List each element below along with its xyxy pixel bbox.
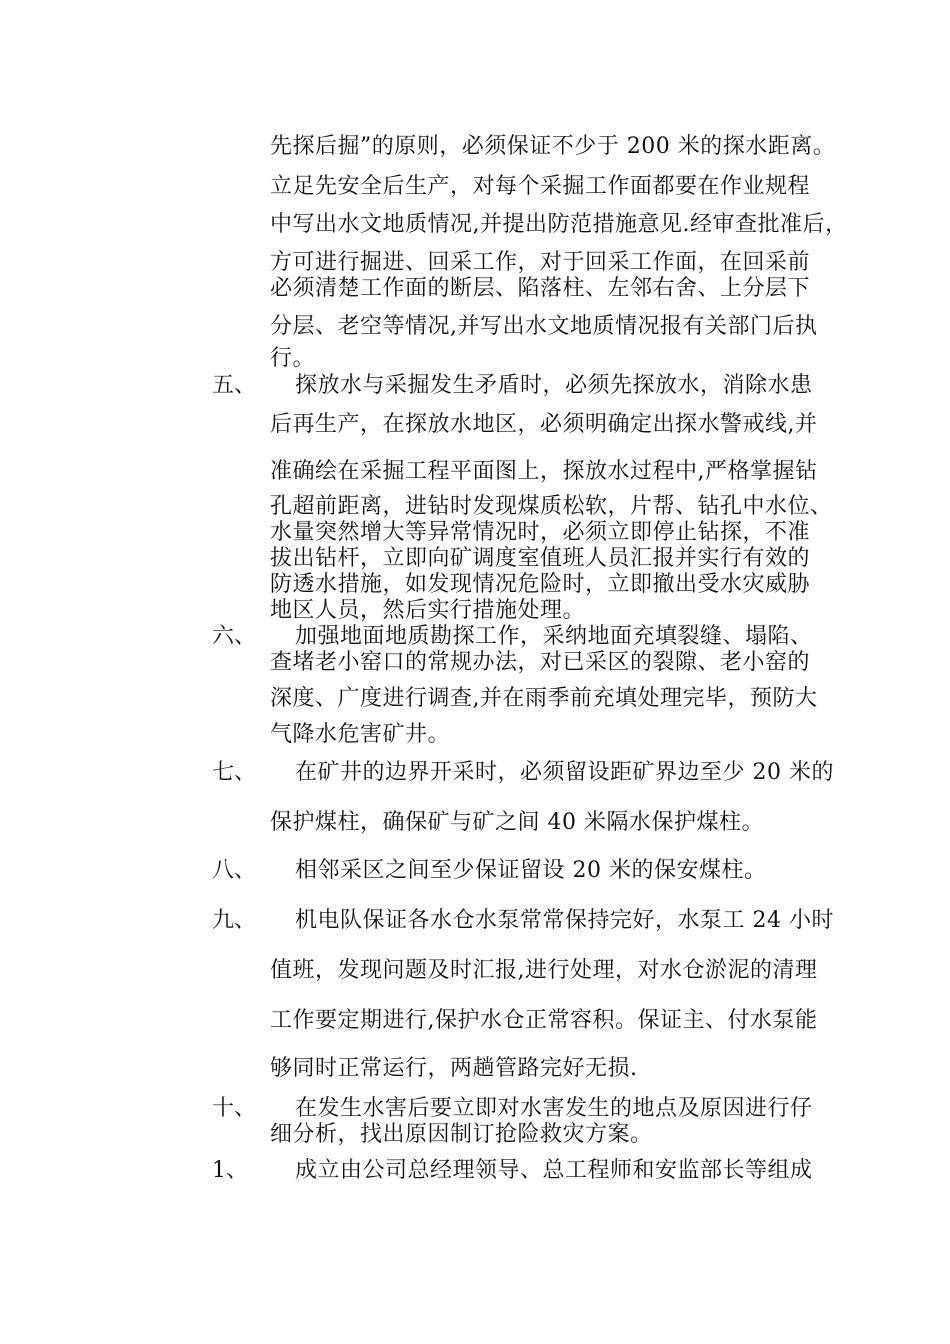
text-line: 准确绘在采掘工程平面图上，探放水过程中,严格掌握钻 (270, 459, 818, 484)
text-line: 必须清楚工作面的断层、陷落柱、左邻右舍、上分层下 (270, 276, 811, 301)
text-line: 成立由公司总经理领导、总工程师和安监部长等组成 (295, 1158, 813, 1183)
text-line: 立足先安全后生产，对每个采掘工作面都要在作业规程 (270, 174, 811, 199)
item-number: 五、 (212, 373, 257, 398)
text-line: 孔超前距离，进钻时发现煤质松软，片帮、钻孔中水位、 (270, 494, 833, 519)
text-line: 分层、老空等情况,并写出水文地质情况报有关部门后执 (270, 314, 818, 339)
text-line: 在矿井的边界开采时，必须留设距矿界边至少 20 米的 (295, 760, 834, 785)
text-line: 地区人员，然后实行措施处理。 (270, 598, 586, 623)
text-line: 水量突然增大等异常情况时，必须立即停止钻探，不准 (270, 520, 811, 545)
item-number: 十、 (212, 1096, 257, 1121)
text-line: 查堵老小窑口的常规办法，对已采区的裂隙、老小窑的 (270, 650, 811, 675)
text-line: 在发生水害后要立即对水害发生的地点及原因进行仔 (295, 1096, 813, 1121)
text-line: 探放水与采掘发生矛盾时，必须先探放水，消除水患 (295, 373, 813, 398)
item-number: 1、 (212, 1158, 248, 1183)
text-line: 保护煤柱，确保矿与矿之间 40 米隔水保护煤柱。 (270, 810, 764, 835)
text-line: 机电队保证各水仓水泵常常保持完好，水泵工 24 小时 (295, 908, 834, 933)
text-line: 细分析，找出原因制订抢险救灾方案。 (270, 1122, 653, 1147)
text-line: 气降水危害矿井。 (270, 722, 451, 747)
text-line: 中写出水文地质情况,并提出防范措施意见.经审查批准后， (270, 212, 848, 237)
text-line: 深度、广度进行调查,并在雨季前充填处理完毕，预防大 (270, 686, 818, 711)
text-line: 够同时正常运行，两趟管路完好无损. (270, 1056, 638, 1081)
text-line: 行。 (270, 346, 316, 371)
text-line: 后再生产，在探放水地区，必须明确定出探水警戒线,并 (270, 412, 818, 437)
text-line: 加强地面地质勘探工作，采纳地面充填裂缝、塌陷、 (295, 624, 813, 649)
text-line: 方可进行掘进、回采工作，对于回采工作面，在回采前 (270, 250, 811, 275)
item-number: 九、 (212, 908, 257, 933)
text-line: 拔出钻杆，立即向矿调度室值班人员汇报并实行有效的 (270, 546, 811, 571)
item-number: 七、 (212, 760, 257, 785)
text-line: 防透水措施，如发现情况危险时，立即撤出受水灾威胁 (270, 572, 811, 597)
text-line: 相邻采区之间至少保证留设 20 米的保安煤柱。 (295, 858, 767, 883)
text-line: 工作要定期进行,保护水仓正常容积。保证主、付水泵能 (270, 1008, 818, 1033)
text-line: 先探后掘”的原则，必须保证不少于 200 米的探水距离。 (270, 134, 836, 159)
item-number: 六、 (212, 624, 257, 649)
item-number: 八、 (212, 858, 257, 883)
text-line: 值班，发现问题及时汇报,进行处理，对水仓淤泥的清理 (270, 958, 818, 983)
